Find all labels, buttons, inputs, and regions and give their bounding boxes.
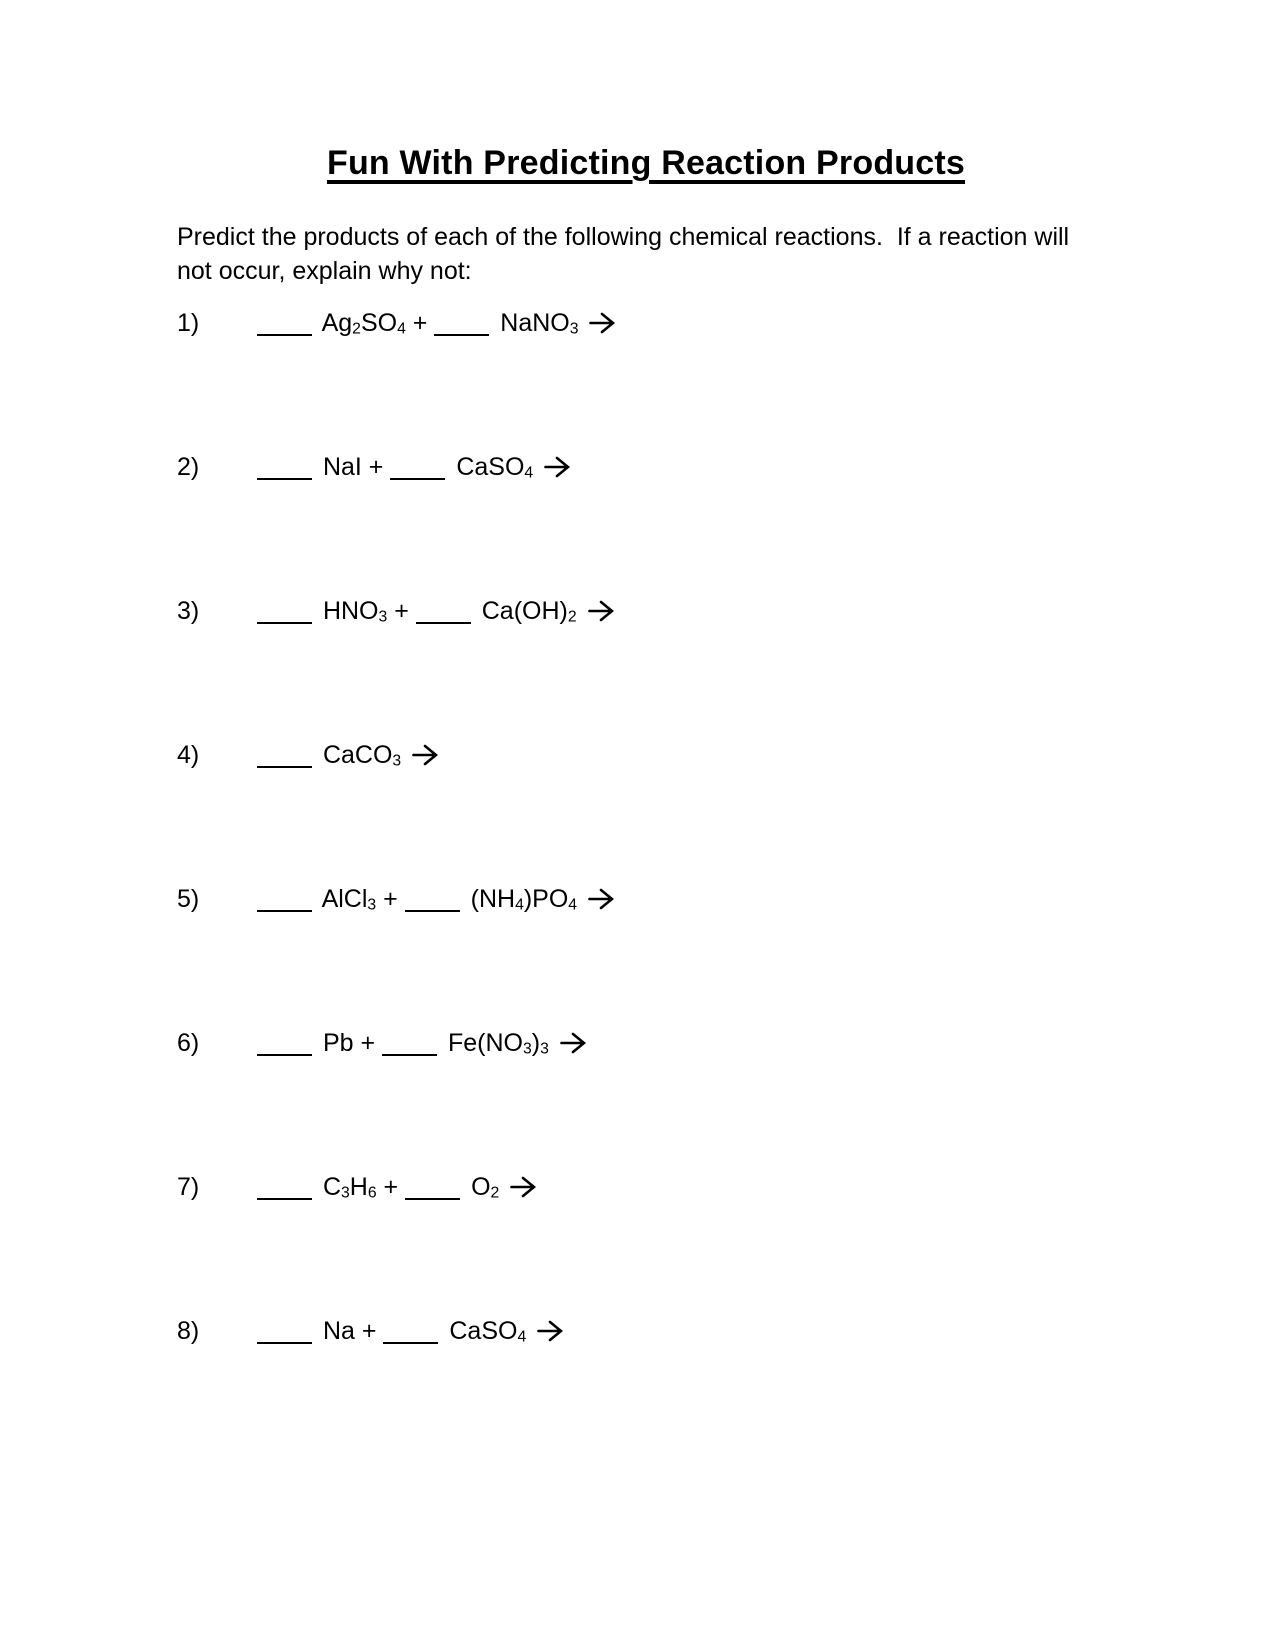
problem-row — [177, 1030, 1115, 1056]
chemical-formula: AlCl$_3$ — [321, 885, 377, 914]
chemical-formula: $Ca(OH)_2$ — [481, 597, 577, 626]
chemical-formula: $C_3H_6$ — [322, 1173, 377, 1202]
page-title-text: Fun With Predicting Reaction Products — [326, 144, 965, 182]
chemical-formula: NaNO$_3$ — [500, 309, 579, 338]
problem-row — [177, 1174, 1115, 1200]
coefficient-blank — [416, 608, 471, 624]
instructions — [177, 220, 1115, 288]
plus-sign: + — [353, 1029, 383, 1057]
problem-row — [177, 598, 1115, 624]
right-arrow-icon — [510, 1176, 536, 1198]
instructions-line: not occur, explain why not: — [177, 257, 472, 285]
coefficient-blank — [434, 320, 489, 336]
page-title — [177, 143, 1115, 183]
chemical-formula: CaCO$_3$ — [322, 741, 402, 770]
problem-list — [177, 310, 1115, 1344]
equation — [257, 597, 614, 625]
chemical-formula: NaI — [322, 453, 362, 481]
problem-number: 1) — [177, 309, 200, 337]
problem-row — [177, 454, 1115, 480]
problem-number: 2) — [177, 453, 200, 481]
right-arrow-icon — [589, 312, 615, 334]
chemical-formula: $(NH_4)PO_4$ — [470, 885, 578, 914]
chemical-formula: Pb — [322, 1029, 354, 1057]
coefficient-blank — [257, 1040, 312, 1056]
equation — [257, 453, 570, 481]
problem-row — [177, 310, 1115, 336]
right-arrow-icon — [412, 744, 438, 766]
chemical-formula: $HNO_3$ — [322, 597, 388, 626]
coefficient-blank — [257, 1184, 312, 1200]
problem-row — [177, 886, 1115, 912]
instructions-line: Predict the products of each of the following chemical reactions. If a reaction will — [177, 223, 1070, 251]
right-arrow-icon — [537, 1320, 563, 1342]
coefficient-blank — [390, 464, 445, 480]
coefficient-blank — [405, 896, 460, 912]
chemical-formula: $O_2$ — [471, 1173, 500, 1202]
coefficient-blank — [257, 464, 312, 480]
coefficient-blank — [405, 1184, 460, 1200]
equation — [257, 885, 614, 913]
equation — [257, 1029, 586, 1057]
equation — [257, 1317, 563, 1345]
coefficient-blank — [257, 320, 312, 336]
coefficient-blank — [257, 1328, 312, 1344]
plus-sign: + — [376, 885, 405, 913]
problem-number: 6) — [177, 1029, 200, 1057]
equation — [257, 309, 615, 337]
coefficient-blank — [257, 896, 312, 912]
coefficient-blank — [257, 752, 312, 768]
chemical-formula: CaSO$_4$ — [456, 453, 534, 482]
chemical-formula: $Ag_2SO_4$ — [321, 309, 406, 338]
problem-number: 7) — [177, 1173, 200, 1201]
coefficient-blank — [382, 1040, 437, 1056]
coefficient-blank — [257, 608, 312, 624]
problem-row — [177, 1318, 1115, 1344]
coefficient-blank — [383, 1328, 438, 1344]
problem-row — [177, 742, 1115, 768]
plus-sign: + — [361, 453, 391, 481]
plus-sign: + — [376, 1173, 406, 1201]
right-arrow-icon — [544, 456, 570, 478]
equation — [257, 1173, 536, 1201]
plus-sign: + — [405, 309, 435, 337]
right-arrow-icon — [588, 600, 614, 622]
chemical-formula: $Fe(NO_3)_3$ — [448, 1029, 549, 1058]
plus-sign: + — [387, 597, 416, 625]
right-arrow-icon — [588, 888, 614, 910]
problem-number: 5) — [177, 885, 200, 913]
problem-number: 8) — [177, 1317, 200, 1345]
equation — [257, 741, 438, 769]
problem-number: 4) — [177, 741, 200, 769]
chemical-formula: Na — [322, 1317, 355, 1345]
problem-number: 3) — [177, 597, 200, 625]
chemical-formula: CaSO$_4$ — [449, 1317, 527, 1346]
plus-sign: + — [354, 1317, 384, 1345]
right-arrow-icon — [560, 1032, 586, 1054]
